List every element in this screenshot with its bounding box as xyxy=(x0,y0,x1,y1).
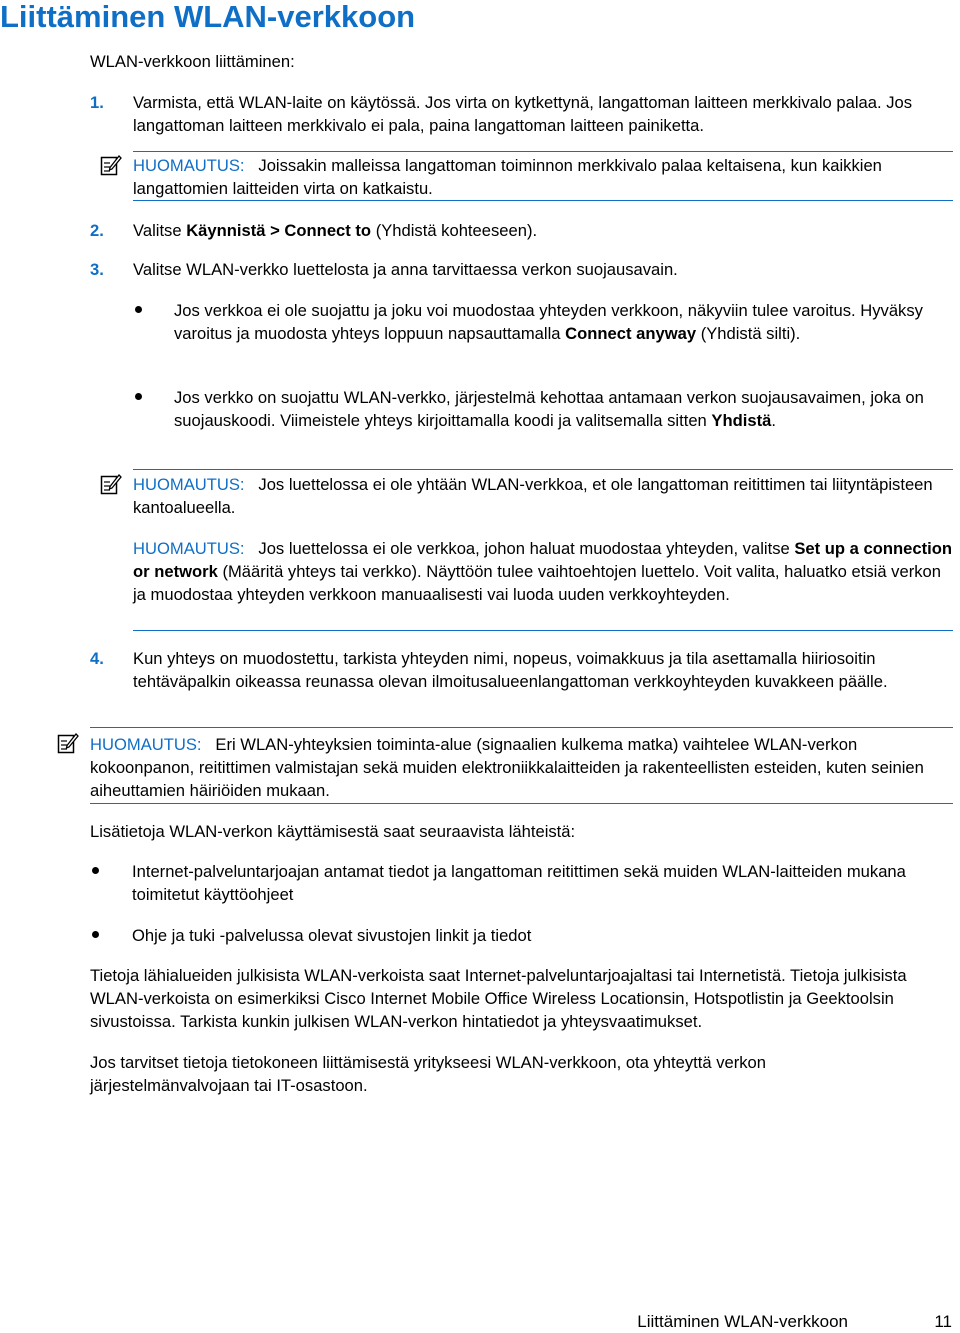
bullet-dot xyxy=(135,306,142,313)
bullet-dot xyxy=(92,867,99,874)
step-3-number: 3. xyxy=(90,260,104,279)
note-1 xyxy=(133,154,948,200)
more-info-text: Lisätietoja WLAN-verkon käyttämisestä saat seuraavista lähteistä: xyxy=(90,822,576,841)
company-wlan-paragraph: Jos tarvitset tietoja tietokoneen liittämisestä yritykseesi WLAN-verkkoon, ota yhteyttä verkon järjestelmänvalvojaan tai IT-osastoon. xyxy=(90,1053,767,1095)
step-3-text: Valitse WLAN-verkko luettelosta ja anna tarvittaessa verkon suojausavain. xyxy=(133,260,678,279)
note-3-text: Jos luettelossa ei ole verkkoa, johon haluat muodostaa yhteyden, valitse xyxy=(258,539,795,558)
bullet-2-end: . xyxy=(771,411,776,430)
source-item-2: Ohje ja tuki -palvelussa olevat sivustojen linkit ja tiedot xyxy=(132,926,532,945)
step-2-number: 2. xyxy=(90,221,104,240)
note-2-text: Jos luettelossa ei ole yhtään WLAN-verkkoa, et ole langattoman reitittimen tai liityntäpisteen kantoalueella. xyxy=(133,475,933,517)
step-2-text xyxy=(133,219,945,242)
note-icon xyxy=(100,155,122,177)
note-3-label: HUOMAUTUS: xyxy=(133,539,245,558)
note-4-label: HUOMAUTUS: xyxy=(90,735,202,754)
yhdista-label: Yhdistä xyxy=(711,411,772,430)
source-item-1: Internet-palveluntarjoajan antamat tiedot ja langattoman reitittimen sekä muiden WLAN-laitteiden mukana toimitetut käyttöohjeet xyxy=(132,862,906,904)
note-3-end: (Määritä yhteys tai verkko). Näyttöön tulee vaihtoehtojen luettelo. Voit valita, haluatko etsiä verkon ja muodostaa yhteyden verkkoon manuaalisesti vai luoda uuden verkkoyhteyden. xyxy=(133,562,941,604)
connect-to-label: Connect to xyxy=(284,221,372,240)
step-4-number: 4. xyxy=(90,649,104,668)
step-1-text: Varmista, että WLAN-laite on käytössä. Jos virta on kytkettynä, langattoman laitteen merkkivalo palaa. Jos langattoman laitteen merkkivalo ei pala, paina langattoman laitteen painiketta. xyxy=(133,93,913,135)
note-2-top-rule xyxy=(133,469,953,470)
step-2-arrow: > xyxy=(265,221,285,240)
step-2-post: (Yhdistä kohteeseen). xyxy=(371,221,538,240)
page-title: Liittäminen WLAN-verkkoon xyxy=(0,0,416,34)
setup-connection-label: Set up a connection or network xyxy=(133,539,952,581)
connect-anyway-label: Connect anyway xyxy=(565,324,697,343)
public-wlan-paragraph: Tietoja lähialueiden julkisista WLAN-verkoista saat Internet-palveluntarjoajaltasi tai Internetistä. Tietoja julkisista WLAN-verkoista on esimerkiksi Cisco Internet Mobile Office Wireless Locationsin, Hotspotlistin ja Geektoolsin sivustoissa. Tarkista kunkin julkisen WLAN-verkon hintatiedot ja yhteysvaatimukset. xyxy=(90,966,907,1031)
note-4-top-rule xyxy=(90,727,953,728)
footer-page-number: 11 xyxy=(934,1312,952,1331)
note-1-bottom-rule xyxy=(133,200,953,201)
note-3-bottom-rule xyxy=(133,630,953,631)
bullet-dot xyxy=(92,931,99,938)
note-1-label: HUOMAUTUS: xyxy=(133,156,245,175)
footer-title: Liittäminen WLAN-verkkoon xyxy=(637,1312,848,1331)
note-4-text: Eri WLAN-yhteyksien toiminta-alue (signaalien kulkema matka) vaihtelee WLAN-verkon kokoonpanon, reitittimen valmistajan sekä muiden elektroniikkalaitteiden ja rakenteellisten esteiden, kuten seinien aiheuttamien häiriöiden mukaan. xyxy=(90,735,924,800)
start-menu-label: Käynnistä xyxy=(186,221,266,240)
bullet-2-text: Jos verkko on suojattu WLAN-verkko, järjestelmä kehottaa antamaan verkon suojausavaimen, joka on suojauskoodi. Viimeistele yhteys kirjoittamalla koodi ja valitsemalla sitten xyxy=(174,388,924,430)
note-1-top-rule xyxy=(133,151,953,152)
note-2 xyxy=(133,473,948,519)
note-1-text: Joissakin malleissa langattoman toiminnon merkkivalo palaa keltaisena, kun kaikkien langattomien laitteiden virta on katkaistu. xyxy=(133,156,882,198)
note-icon xyxy=(57,733,79,755)
step-1-number: 1. xyxy=(90,93,104,112)
bullet-dot xyxy=(135,393,142,400)
intro-text: WLAN-verkkoon liittäminen: xyxy=(90,52,295,71)
bullet-1 xyxy=(174,299,954,345)
bullet-1-end: (Yhdistä silti). xyxy=(696,324,801,343)
note-4-bottom-rule xyxy=(90,803,953,804)
step-2-pre: Valitse xyxy=(133,221,187,240)
note-3 xyxy=(133,537,955,606)
note-icon xyxy=(100,474,122,496)
step-4-text: Kun yhteys on muodostettu, tarkista yhteyden nimi, nopeus, voimakkuus ja tila asettamalla hiiriosoitin tehtäväpalkin oikeassa reunassa olevan ilmoitusalueenlangattoman verkkoyhteyden kuvakkeen päälle. xyxy=(133,649,888,691)
note-4 xyxy=(90,733,930,802)
note-2-label: HUOMAUTUS: xyxy=(133,475,245,494)
bullet-2 xyxy=(174,386,956,432)
bullet-1-text: Jos verkkoa ei ole suojattu ja joku voi muodostaa yhteyden verkkoon, näkyviin tulee varoitus. Hyväksy varoitus ja muodosta yhteys loppuun napsauttamalla xyxy=(174,301,923,343)
